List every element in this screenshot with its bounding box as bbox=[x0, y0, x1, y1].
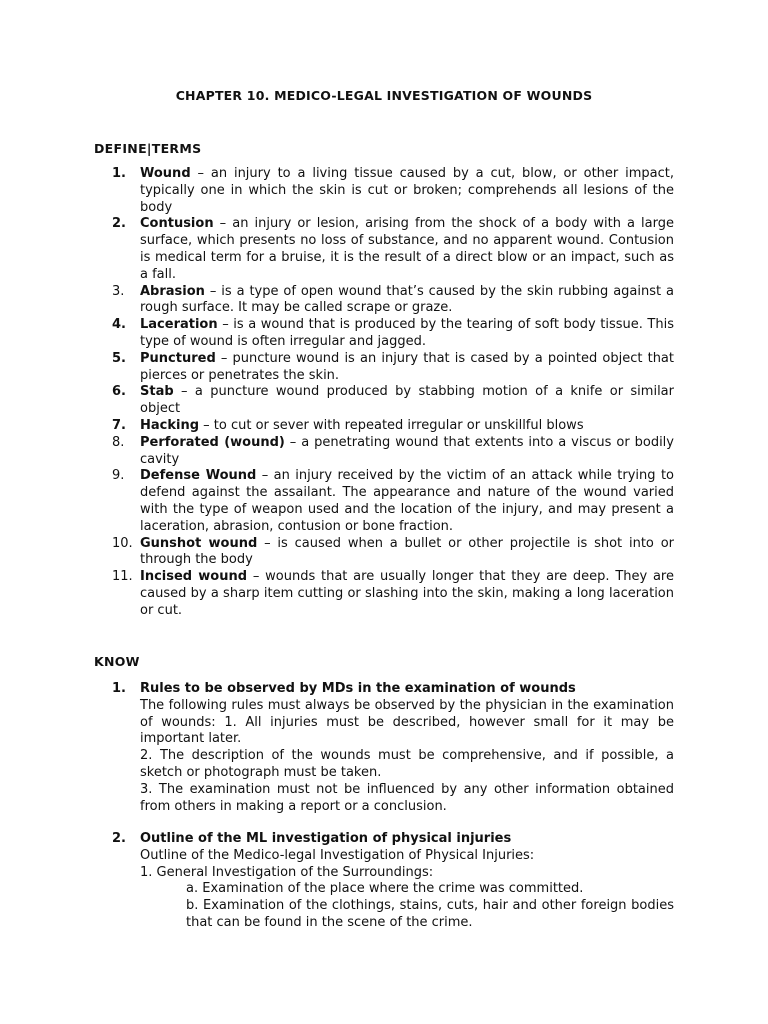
term-definition: – puncture wound is an injury that is cased by a pointed object that pierces or penetrates the skin. bbox=[140, 350, 674, 383]
know-paragraph: The following rules must always be observed by the physician in the examination of wounds: 1. All injuries must be described, however small for it may be important later. bbox=[140, 697, 674, 747]
define-terms-heading: DEFINE|TERMS bbox=[94, 141, 202, 156]
know-item-rules bbox=[112, 681, 674, 815]
term-number: 6. bbox=[112, 384, 126, 400]
term-number: 11. bbox=[112, 569, 133, 585]
term-name: Stab bbox=[140, 384, 174, 400]
term-number: 3. bbox=[112, 283, 125, 299]
term-name: Abrasion bbox=[140, 283, 205, 299]
know-paragraph: Outline of the Medico-legal Investigation of Physical Injuries: bbox=[140, 847, 535, 863]
term-item bbox=[112, 435, 674, 469]
term-definition: – is caused when a bullet or other projectile is shot into or through the body bbox=[140, 535, 674, 568]
term-item bbox=[112, 284, 674, 318]
term-number: 9. bbox=[112, 468, 125, 484]
term-number: 1. bbox=[112, 166, 126, 181]
term-name: Punctured bbox=[140, 350, 216, 366]
know-subitem: a. Examination of the place where the crime was committed. bbox=[186, 881, 584, 897]
term-definition: – wounds that are usually longer that they are deep. They are caused by a sharp item cutting or slashing into the skin, making a long laceration or cut. bbox=[140, 569, 674, 618]
know-subitem: b. Examination of the clothings, stains, cuts, hair and other foreign bodies that can be found in the scene of the crime. bbox=[186, 898, 674, 930]
term-number: 4. bbox=[112, 317, 126, 333]
term-definition: – is a type of open wound that’s caused by the skin rubbing against a rough surface. It may be called scrape or graze. bbox=[140, 283, 674, 316]
term-number: 10. bbox=[112, 535, 133, 551]
know-paragraph: 1. General Investigation of the Surroundings: bbox=[140, 864, 434, 880]
term-item bbox=[112, 317, 674, 351]
term-definition: – is a wound that is produced by the tearing of soft body tissue. This type of wound is often irregular and jagged. bbox=[140, 317, 674, 349]
term-definition: – an injury received by the victim of an attack while trying to defend against the assailant. The appearance and nature of the wound varied with the type of weapon used and the location of the injury, and may present a laceration, abrasion, contusion or bone fraction. bbox=[140, 468, 674, 534]
term-number: 2. bbox=[112, 216, 126, 232]
term-name: Gunshot wound bbox=[140, 535, 258, 551]
term-item bbox=[112, 569, 674, 619]
term-definition: – an injury to a living tissue caused by a cut, blow, or other impact, typically one in which the skin is cut or broken; comprehends all lesions of the body bbox=[140, 166, 674, 215]
term-item bbox=[112, 468, 674, 535]
term-number: 7. bbox=[112, 417, 126, 433]
know-title: Rules to be observed by MDs in the examination of wounds bbox=[140, 681, 576, 696]
term-definition: – to cut or sever with repeated irregular or unskillful blows bbox=[199, 417, 584, 433]
know-paragraph: 3. The examination must not be influenced by any other information obtained from others in making a report or a conclusion. bbox=[140, 781, 674, 814]
term-number: 8. bbox=[112, 434, 125, 450]
know-title: Outline of the ML investigation of physical injuries bbox=[140, 831, 512, 846]
term-item bbox=[112, 166, 674, 216]
term-item bbox=[112, 418, 674, 435]
know-number: 2. bbox=[112, 831, 126, 846]
term-name: Contusion bbox=[140, 216, 214, 232]
term-number: 5. bbox=[112, 350, 126, 366]
term-name: Hacking bbox=[140, 417, 200, 433]
term-definition: – a puncture wound produced by stabbing motion of a knife or similar object bbox=[140, 384, 674, 417]
know-heading: KNOW bbox=[94, 654, 140, 669]
term-item bbox=[112, 216, 674, 283]
chapter-title: CHAPTER 10. MEDICO-LEGAL INVESTIGATION OF WOUNDS bbox=[175, 88, 593, 103]
term-name: Perforated (wound) bbox=[140, 434, 285, 450]
term-name: Wound bbox=[140, 166, 191, 181]
know-number: 1. bbox=[112, 681, 126, 696]
term-definition: – a penetrating wound that extents into a viscus or bodily cavity bbox=[140, 434, 674, 467]
term-name: Laceration bbox=[140, 317, 218, 333]
term-name: Defense Wound bbox=[140, 468, 257, 484]
term-item bbox=[112, 384, 674, 418]
terms-list bbox=[112, 166, 674, 620]
term-item bbox=[112, 351, 674, 385]
know-item-outline bbox=[112, 831, 674, 932]
term-name: Incised wound bbox=[140, 569, 248, 585]
know-paragraph: 2. The description of the wounds must be comprehensive, and if possible, a sketch or photograph must be taken. bbox=[140, 748, 674, 780]
term-item bbox=[112, 536, 674, 570]
term-definition: – an injury or lesion, arising from the shock of a body with a large surface, which presents no loss of substance, and no apparent wound. Contusion is medical term for a bruise, it is the result of a direct blow or an impact, such as a fall. bbox=[140, 216, 674, 282]
